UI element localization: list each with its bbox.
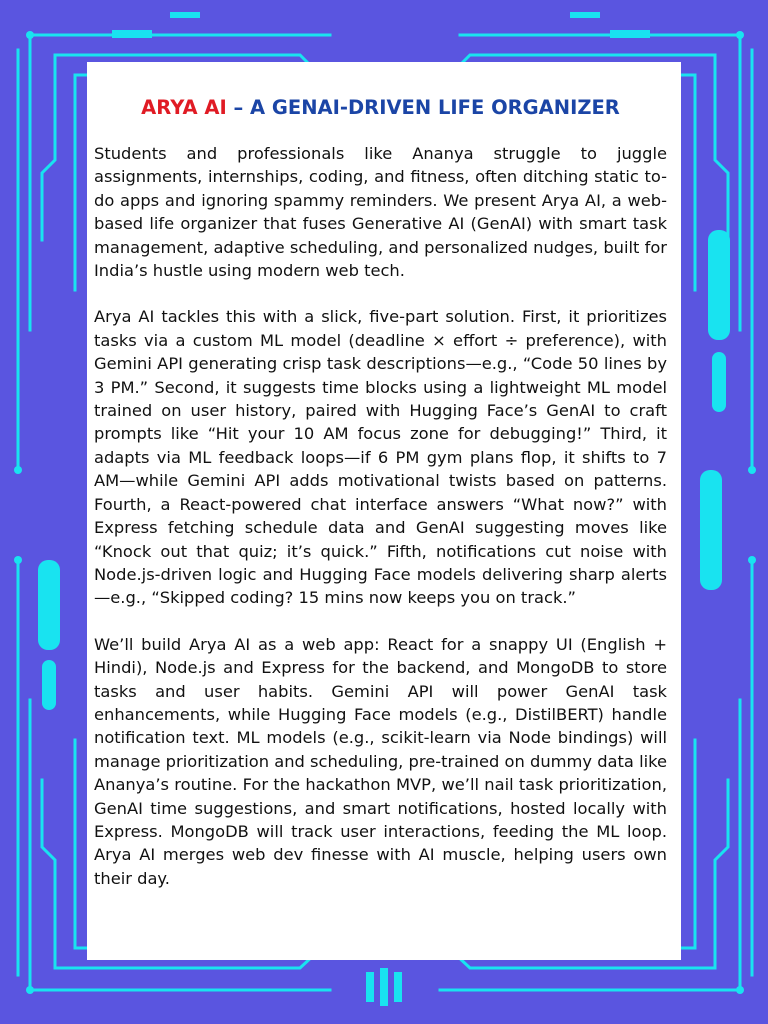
- title-tagline: – A GENAI-DRIVEN LIFE ORGANIZER: [226, 96, 620, 119]
- title-brand: ARYA AI: [141, 96, 227, 119]
- paragraph-solution: Arya AI tackles this with a slick, five-part solution. First, it prioritizes tasks via a custom ML model (deadline × effort ÷ preference), with Gemini API generating crisp task descriptions—e.g., “Code 50 lines by 3 PM.” Second, it suggests time blocks using a lightweight ML model trained on user history, paired with Hugging Face’s GenAI to craft prompts like “Hit your 10 AM focus zone for debugging!” Third, it adapts via ML feedback loops—if 6 PM gym plans flop, it shifts to 7 AM—while Gemini API adds motivational twists based on patterns. Fourth, a React-powered chat interface answers “What now?” with Express fetching schedule data and GenAI suggesting moves like “Knock out that quiz; it’s quick.” Fifth, notifications cut noise with Node.js-driven logic and Hugging Face models delivering sharp alerts—e.g., “Skipped coding? 15 mins now keeps you on track.”: [94, 307, 667, 608]
- paragraph-problem: Students and professionals like Ananya struggle to juggle assignments, internships, coding, and fitness, often ditching static to-do apps and ignoring spammy reminders. We present Arya AI, a web-based life organizer that fuses Generative AI (GenAI) with smart task management, adaptive scheduling, and personalized nudges, built for India’s hustle using modern web tech.: [94, 144, 667, 281]
- content-card: [87, 62, 681, 960]
- paragraph-implementation: We’ll build Arya AI as a web app: React for a snappy UI (English + Hindi), Node.js and Express for the backend, and MongoDB to store tasks and user habits. Gemini API will power GenAI task enhancements, while Hugging Face models (e.g., DistilBERT) handle notification text. ML models (e.g., scikit-learn via Node bindings) will manage prioritization and scheduling, pre-trained on dummy data like Ananya’s routine. For the hackathon MVP, we’ll nail task prioritization, GenAI time suggestions, and smart notifications, hosted locally with Express. MongoDB will track user interactions, feeding the ML loop. Arya AI merges web dev finesse with AI muscle, helping users own their day.: [94, 634, 667, 888]
- page-title: [94, 96, 667, 120]
